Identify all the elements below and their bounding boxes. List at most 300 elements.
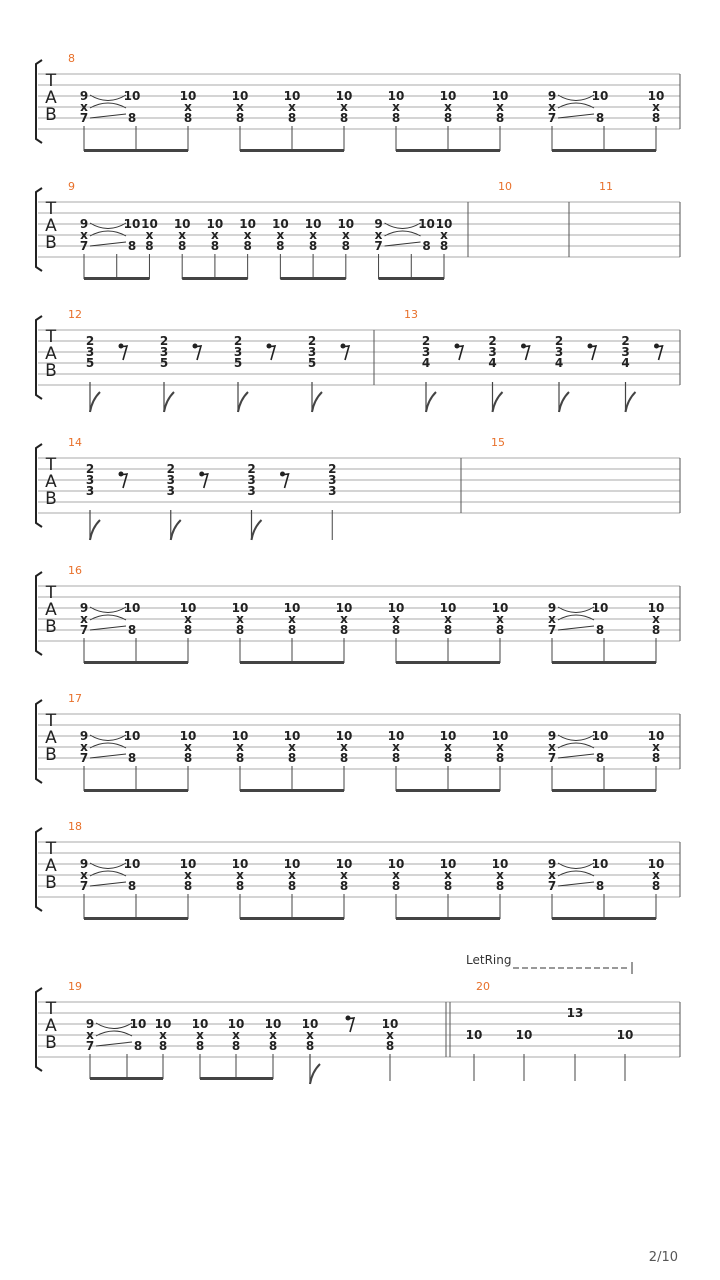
measure-number: 14 [68, 436, 82, 449]
fret-number: 10 [647, 729, 665, 743]
measure-number: 19 [68, 980, 82, 993]
fret-number: 8 [443, 111, 453, 125]
muted-note: x [306, 1028, 314, 1042]
fret-number: 10 [387, 857, 405, 871]
measure-number: 9 [68, 180, 75, 193]
beam [84, 277, 149, 280]
fret-number: 3 [233, 345, 243, 359]
fret-number: 8 [287, 111, 297, 125]
tab-clef-letter: B [45, 233, 57, 253]
fret-number: 9 [547, 729, 557, 743]
muted-note: x [243, 228, 252, 242]
fret-number: 10 [123, 89, 141, 103]
note-flag [312, 392, 322, 412]
muted-note: x [288, 100, 296, 114]
note-flag [426, 392, 436, 412]
fret-number: 8 [276, 239, 285, 253]
fret-number: 10 [335, 601, 353, 615]
muted-note: x [340, 740, 348, 754]
tab-clef-letter: A [45, 728, 57, 748]
fret-number: 8 [287, 623, 297, 637]
muted-note: x [309, 228, 317, 242]
beam [84, 149, 188, 152]
slide-line [558, 882, 594, 886]
fret-number: 9 [547, 89, 557, 103]
fret-number: 3 [247, 484, 256, 498]
system-bracket [36, 828, 42, 911]
fret-number: 5 [85, 356, 95, 370]
fret-number: 10 [206, 217, 224, 231]
staff-system [36, 692, 680, 792]
fret-number: 10 [387, 601, 405, 615]
fret-number: 4 [554, 356, 564, 370]
fret-number: 8 [231, 1039, 241, 1053]
tab-clef-letter: A [45, 216, 57, 236]
fret-number: 8 [235, 623, 245, 637]
fret-number: 8 [651, 879, 661, 893]
fret-number: 8 [195, 1039, 205, 1053]
beam [240, 917, 344, 920]
fret-number: 10 [123, 857, 141, 871]
muted-note: x [444, 100, 452, 114]
fret-number: 3 [307, 345, 317, 359]
fret-number: 8 [651, 623, 661, 637]
fret-number: 9 [547, 601, 557, 615]
fret-number: 3 [488, 345, 497, 359]
fret-number: 10 [129, 1017, 147, 1031]
fret-number: 10 [264, 1017, 282, 1031]
fret-number: 8 [495, 751, 505, 765]
muted-note: x [236, 868, 244, 882]
system-bracket [36, 316, 42, 399]
fret-number: 9 [547, 857, 557, 871]
page-number: 2/10 [648, 1250, 678, 1265]
let-ring-label: LetRing [466, 953, 512, 967]
beam [90, 1077, 163, 1080]
muted-note: x [178, 228, 187, 242]
fret-number: 10 [301, 1017, 319, 1031]
tab-clef-letter: T [45, 583, 57, 603]
fret-number: 10 [439, 89, 457, 103]
fret-number: 2 [488, 334, 497, 348]
fret-number: 9 [79, 601, 89, 615]
muted-note: x [184, 100, 192, 114]
muted-note: x [184, 612, 192, 626]
measure-number: 12 [68, 308, 82, 321]
fret-number: 2 [247, 462, 256, 476]
tab-clef-letter: B [45, 873, 57, 893]
fret-number: 7 [547, 879, 557, 893]
system-bracket [36, 188, 42, 271]
muted-note: x [288, 740, 296, 754]
fret-number: 10 [591, 601, 609, 615]
tab-clef-letter: B [45, 745, 57, 765]
fret-number: 10 [141, 217, 158, 231]
fret-number: 8 [308, 239, 318, 253]
muted-note: x [232, 1028, 240, 1042]
muted-note: x [652, 868, 660, 882]
muted-note: x [444, 612, 452, 626]
fret-number: 10 [337, 217, 355, 231]
tab-clef-letter: A [45, 600, 57, 620]
fret-number: 8 [158, 1039, 168, 1053]
fret-number: 8 [339, 751, 349, 765]
fret-number: 10 [191, 1017, 209, 1031]
staff-system [36, 52, 680, 152]
beam [552, 661, 656, 664]
tab-clef-letter: A [45, 88, 57, 108]
fret-number: 8 [127, 751, 137, 765]
fret-number: 7 [79, 751, 89, 765]
muted-note: x [269, 1028, 277, 1042]
muted-note: x [392, 740, 400, 754]
tab-clef-letter: B [45, 1033, 57, 1053]
fret-number: 8 [178, 239, 187, 253]
fret-number: 7 [374, 239, 383, 253]
fret-number: 10 [231, 89, 249, 103]
fret-number: 8 [391, 751, 401, 765]
fret-number: 10 [381, 1017, 399, 1031]
tab-clef-letter: T [45, 327, 57, 347]
fret-number: 8 [183, 623, 193, 637]
fret-number: 8 [235, 751, 245, 765]
beam [240, 149, 344, 152]
staff-system [36, 820, 680, 920]
muted-note: x [392, 868, 400, 882]
beam [182, 277, 247, 280]
fret-number: 3 [328, 484, 337, 498]
fret-number: 8 [495, 623, 505, 637]
muted-note: x [652, 612, 660, 626]
muted-note: x [340, 612, 348, 626]
fret-number: 5 [233, 356, 243, 370]
fret-number: 9 [79, 729, 89, 743]
note-flag [626, 392, 636, 412]
measure-number: 13 [404, 308, 418, 321]
muted-note: x [80, 740, 88, 754]
muted-note: x [80, 868, 88, 882]
muted-note: x [340, 100, 348, 114]
muted-note: x [548, 868, 556, 882]
fret-number: 8 [127, 879, 137, 893]
fret-number: 8 [127, 239, 137, 253]
fret-number: 5 [159, 356, 169, 370]
staff-system [36, 436, 680, 540]
fret-number: 7 [547, 751, 557, 765]
fret-number: 4 [488, 356, 497, 370]
fret-number: 8 [287, 751, 297, 765]
fret-number: 7 [547, 623, 557, 637]
muted-note: x [86, 1028, 94, 1042]
fret-number: 8 [243, 239, 252, 253]
fret-number: 10 [123, 729, 141, 743]
beam [396, 917, 500, 920]
fret-number: 8 [287, 879, 297, 893]
fret-number: 10 [387, 729, 405, 743]
fret-number: 8 [145, 239, 154, 253]
fret-number: 10 [283, 857, 301, 871]
fret-number: 3 [421, 345, 431, 359]
fret-number: 8 [422, 239, 431, 253]
fret-number: 5 [307, 356, 317, 370]
note-flag [164, 392, 174, 412]
muted-note: x [652, 740, 660, 754]
fret-number: 8 [127, 111, 137, 125]
muted-note: x [236, 740, 244, 754]
muted-note: x [652, 100, 660, 114]
fret-number: 10 [335, 729, 353, 743]
beam [396, 789, 500, 792]
beam [396, 661, 500, 664]
fret-number: 8 [339, 623, 349, 637]
fret-number: 10 [239, 217, 256, 231]
tab-clef-letter: B [45, 361, 57, 381]
fret-number: 3 [621, 345, 630, 359]
fret-number: 8 [133, 1039, 143, 1053]
fret-number: 10 [491, 89, 509, 103]
fret-number: 10 [591, 89, 609, 103]
tab-clef-letter: T [45, 839, 57, 859]
staff-system [36, 180, 680, 280]
fret-number: 2 [85, 462, 95, 476]
fret-number: 8 [443, 751, 453, 765]
fret-number: 10 [283, 601, 301, 615]
staff-system [36, 953, 680, 1084]
beam [379, 277, 444, 280]
beam [552, 789, 656, 792]
note-flag [171, 520, 181, 540]
muted-note: x [386, 1028, 394, 1042]
fret-number: 10 [418, 217, 435, 231]
fret-number: 8 [391, 111, 401, 125]
fret-number: 3 [85, 473, 95, 487]
muted-note: x [548, 612, 556, 626]
note-flag [252, 520, 262, 540]
note-flag [238, 392, 248, 412]
fret-number: 10 [123, 601, 141, 615]
fret-number: 2 [166, 462, 175, 476]
fret-number: 7 [79, 623, 89, 637]
note-flag [90, 392, 100, 412]
beam [240, 661, 344, 664]
fret-number: 8 [268, 1039, 278, 1053]
fret-number: 8 [183, 879, 193, 893]
fret-number: 8 [339, 879, 349, 893]
fret-number: 10 [179, 857, 197, 871]
fret-number: 10 [335, 857, 353, 871]
fret-number: 8 [183, 751, 193, 765]
fret-number: 9 [79, 217, 89, 231]
fret-number: 8 [495, 111, 505, 125]
slide-line [558, 626, 594, 630]
note-flag [559, 392, 569, 412]
muted-note: x [496, 612, 504, 626]
fret-number: 10 [647, 857, 665, 871]
fret-number: 8 [235, 879, 245, 893]
fret-number: 10 [647, 89, 665, 103]
system-bracket [36, 988, 42, 1071]
muted-note: x [145, 228, 154, 242]
fret-number: 2 [233, 334, 243, 348]
fret-number: 3 [554, 345, 564, 359]
fret-number: 10 [439, 857, 457, 871]
fret-number: 8 [210, 239, 220, 253]
fret-number: 8 [595, 111, 605, 125]
tab-clef-letter: T [45, 71, 57, 91]
fret-number: 2 [328, 462, 337, 476]
muted-note: x [288, 868, 296, 882]
muted-note: x [276, 228, 285, 242]
fret-number: 10 [179, 601, 197, 615]
tab-clef-letter: T [45, 455, 57, 475]
slide-line [96, 1042, 132, 1046]
fret-number: 10 [283, 729, 301, 743]
fret-number: 8 [443, 879, 453, 893]
measure-number: 10 [498, 180, 512, 193]
fret-number: 10 [515, 1028, 533, 1042]
fret-number: 3 [247, 473, 256, 487]
beam [552, 149, 656, 152]
fret-number: 10 [272, 217, 289, 231]
measure-number: 15 [491, 436, 505, 449]
tab-clef-letter: A [45, 856, 57, 876]
fret-number: 2 [621, 334, 630, 348]
slide-line [558, 754, 594, 758]
fret-number: 8 [391, 879, 401, 893]
slide-line [90, 114, 126, 118]
fret-number: 2 [85, 334, 95, 348]
fret-number: 10 [439, 601, 457, 615]
fret-number: 3 [85, 345, 95, 359]
fret-number: 3 [328, 473, 337, 487]
fret-number: 8 [127, 623, 137, 637]
system-bracket [36, 60, 42, 143]
fret-number: 8 [595, 879, 605, 893]
fret-number: 10 [231, 729, 249, 743]
fret-number: 10 [231, 857, 249, 871]
muted-note: x [496, 740, 504, 754]
note-flag [310, 1064, 320, 1084]
fret-number: 8 [183, 111, 193, 125]
muted-note: x [196, 1028, 204, 1042]
muted-note: x [80, 100, 88, 114]
measure-number: 11 [599, 180, 613, 193]
fret-number: 7 [79, 111, 89, 125]
fret-number: 10 [304, 217, 322, 231]
fret-number: 10 [231, 601, 249, 615]
tab-clef-letter: B [45, 105, 57, 125]
fret-number: 10 [283, 89, 301, 103]
fret-number: 10 [616, 1028, 634, 1042]
slide-line [90, 242, 126, 246]
muted-note: x [496, 100, 504, 114]
fret-number: 10 [647, 601, 665, 615]
fret-number: 2 [159, 334, 169, 348]
fret-number: 9 [374, 217, 383, 231]
beam [84, 661, 188, 664]
fret-number: 9 [85, 1017, 95, 1031]
fret-number: 8 [385, 1039, 395, 1053]
beam [280, 277, 345, 280]
fret-number: 10 [335, 89, 353, 103]
fret-number: 10 [465, 1028, 483, 1042]
muted-note: x [80, 612, 88, 626]
fret-number: 3 [85, 484, 95, 498]
fret-number: 3 [159, 345, 169, 359]
muted-note: x [548, 740, 556, 754]
measure-number: 8 [68, 52, 75, 65]
fret-number: 8 [495, 879, 505, 893]
fret-number: 13 [566, 1006, 584, 1020]
fret-number: 7 [85, 1039, 95, 1053]
fret-number: 10 [227, 1017, 245, 1031]
tab-clef-letter: T [45, 711, 57, 731]
muted-note: x [440, 228, 448, 242]
fret-number: 10 [154, 1017, 172, 1031]
fret-number: 8 [439, 239, 449, 253]
fret-number: 10 [591, 729, 609, 743]
fret-number: 10 [179, 729, 197, 743]
fret-number: 10 [439, 729, 457, 743]
fret-number: 10 [387, 89, 405, 103]
muted-note: x [184, 868, 192, 882]
muted-note: x [184, 740, 192, 754]
fret-number: 10 [591, 857, 609, 871]
fret-number: 10 [491, 729, 509, 743]
tab-clef-letter: A [45, 344, 57, 364]
fret-number: 8 [305, 1039, 315, 1053]
beam [552, 917, 656, 920]
tab-clef-letter: B [45, 489, 57, 509]
fret-number: 8 [341, 239, 350, 253]
fret-number: 9 [79, 89, 89, 103]
beam [84, 789, 188, 792]
tab-clef-letter: A [45, 1016, 57, 1036]
fret-number: 7 [79, 879, 89, 893]
beam [84, 917, 188, 920]
fret-number: 8 [339, 111, 349, 125]
tab-clef-letter: T [45, 199, 57, 219]
fret-number: 4 [421, 356, 431, 370]
measure-number: 16 [68, 564, 82, 577]
muted-note: x [211, 228, 219, 242]
muted-note: x [80, 228, 88, 242]
fret-number: 3 [166, 473, 175, 487]
system-bracket [36, 444, 42, 527]
fret-number: 10 [435, 217, 453, 231]
muted-note: x [236, 100, 244, 114]
fret-number: 8 [443, 623, 453, 637]
tab-clef-letter: A [45, 472, 57, 492]
system-bracket [36, 572, 42, 655]
fret-number: 10 [173, 217, 191, 231]
fret-number: 10 [491, 601, 509, 615]
muted-note: x [236, 612, 244, 626]
slide-line [558, 114, 594, 118]
fret-number: 8 [651, 751, 661, 765]
measure-number: 17 [68, 692, 82, 705]
fret-number: 8 [595, 751, 605, 765]
muted-note: x [341, 228, 350, 242]
fret-number: 8 [391, 623, 401, 637]
staff-system [36, 564, 680, 664]
fret-number: 9 [79, 857, 89, 871]
fret-number: 2 [307, 334, 317, 348]
fret-number: 4 [621, 356, 630, 370]
slide-line [90, 754, 126, 758]
beam [200, 1077, 273, 1080]
muted-note: x [288, 612, 296, 626]
